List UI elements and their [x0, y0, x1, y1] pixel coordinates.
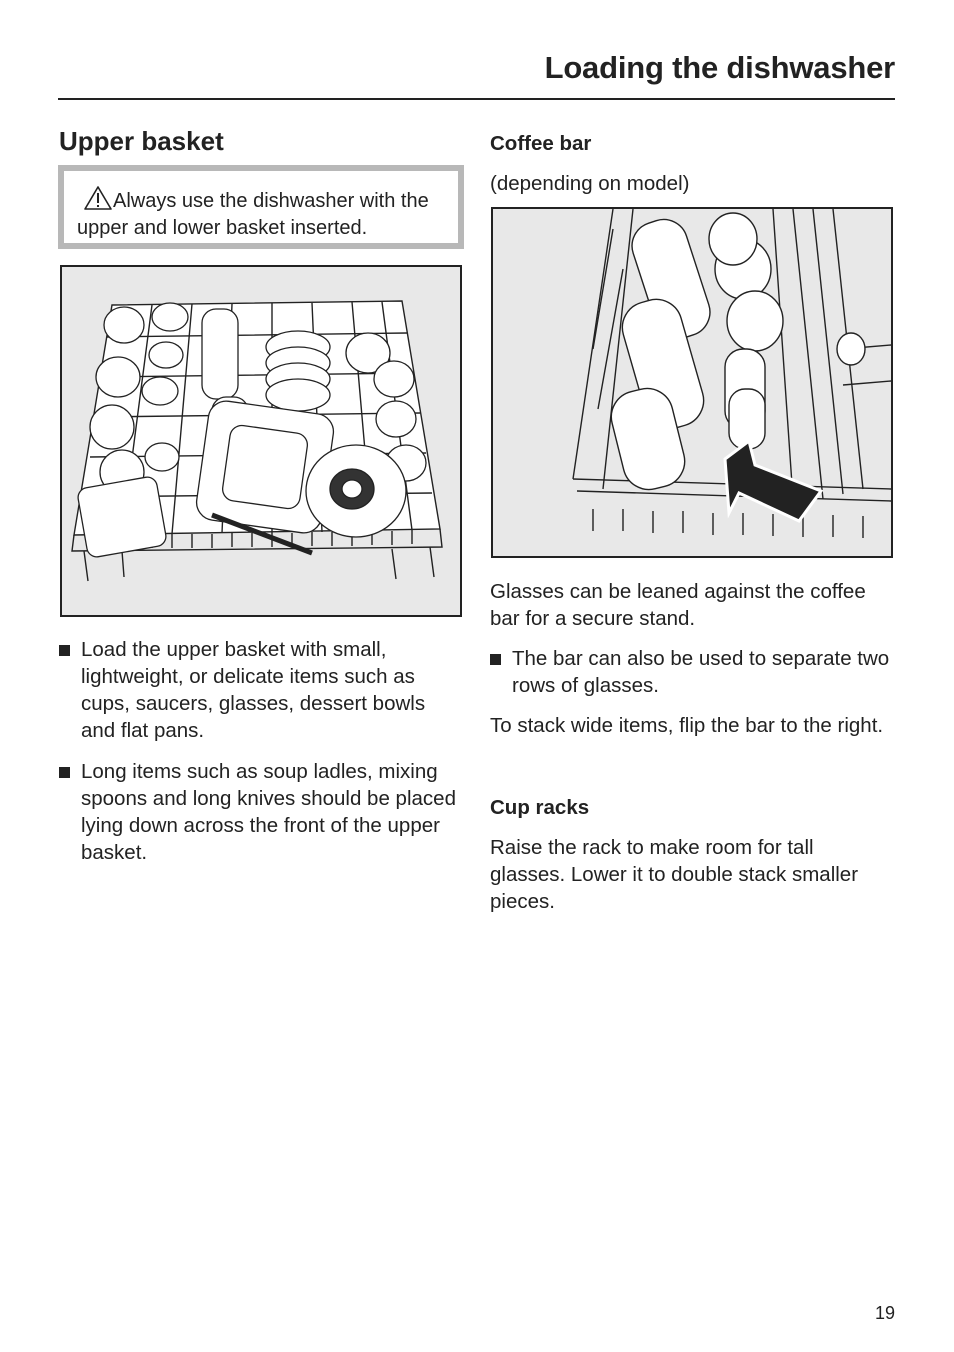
cup-racks-text: Raise the rack to make room for tall glasses. Lower it to double stack smaller pieces.	[490, 836, 859, 913]
section-heading-upper-basket: Upper basket	[59, 126, 224, 156]
warning-text: Always use the dishwasher with the upper and lower basket inserted.	[77, 190, 429, 239]
list-item: Load the upper basket with small, lightweight, or delicate items such as cups, saucers, glasses, dessert bowls and flat pans.	[59, 636, 464, 744]
flip-bar-text: To stack wide items, flip the bar to the right.	[490, 714, 884, 737]
warning-triangle-icon	[83, 185, 113, 211]
page-title: Loading the dishwasher	[544, 50, 895, 85]
coffee-bar-text: Glasses can be leaned against the coffee bar for a secure stand.	[490, 580, 866, 630]
list-item: The bar can also be used to separate two rows of glasses.	[490, 645, 900, 699]
page-number: 19	[874, 1303, 895, 1323]
title-rule	[58, 98, 895, 100]
warning-box	[58, 165, 464, 249]
coffee-bar-heading: Coffee bar	[490, 132, 592, 155]
upper-basket-drawing	[62, 267, 460, 615]
cup-racks-heading: Cup racks	[490, 796, 590, 819]
upper-basket-illustration	[60, 265, 462, 617]
arrow-icon	[725, 441, 821, 521]
coffee-bar-note: (depending on model)	[490, 172, 690, 195]
coffee-bar-drawing	[493, 209, 891, 556]
coffee-bar-illustration	[491, 207, 893, 558]
warning-content	[64, 171, 458, 243]
coffee-bar-instructions	[490, 645, 900, 699]
upper-basket-instructions	[59, 636, 464, 880]
list-item: Long items such as soup ladles, mixing spoons and long knives should be placed lying down across the front of the upper basket.	[59, 758, 464, 866]
